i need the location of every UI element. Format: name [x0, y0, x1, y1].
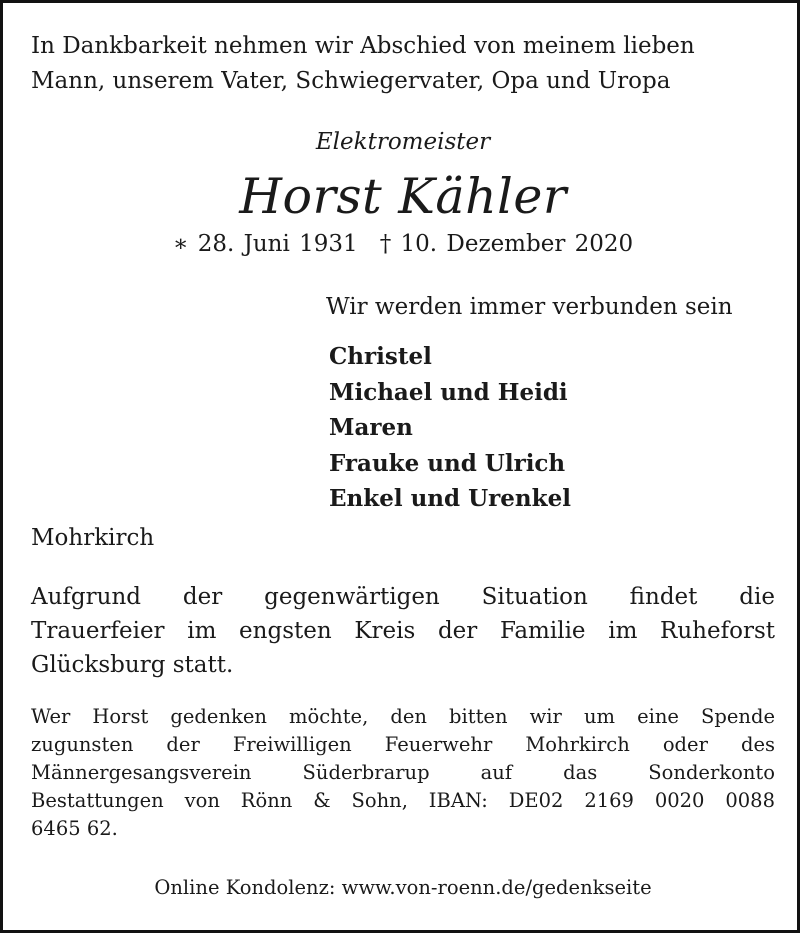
- donation-line: 6465 62.: [31, 817, 118, 840]
- donation-line: zugunsten der Freiwilligen Feuerwehr Mohrkirch oder des: [31, 733, 775, 756]
- notice-line: Glücksburg statt.: [31, 652, 234, 678]
- intro-text: [31, 29, 775, 99]
- family-member: Maren: [329, 414, 413, 441]
- donation-text: [31, 703, 775, 843]
- online-condolence: Online Kondolenz: www.von-roenn.de/gedenkseite: [154, 876, 652, 899]
- donation-line: Bestattungen von Rönn & Sohn, IBAN: DE02 2169 0020 0088: [31, 789, 775, 812]
- intro-line: In Dankbarkeit nehmen wir Abschied von meinem lieben: [31, 33, 695, 59]
- family-member: Michael und Heidi: [329, 378, 568, 406]
- notice-line: Aufgrund der gegenwärtigen Situation findet die: [31, 584, 775, 610]
- place: Mohrkirch: [31, 525, 155, 551]
- family-member: Christel: [329, 343, 432, 370]
- family-member: Frauke und Ulrich: [329, 449, 566, 477]
- deceased-name: Horst Kähler: [239, 168, 567, 225]
- birth-date: ∗ 28. Juni 1931: [172, 231, 358, 257]
- intro-line: Mann, unserem Vater, Schwiegervater, Opa und Uropa: [31, 68, 671, 94]
- donation-line: Wer Horst gedenken möchte, den bitten wir um eine Spende: [31, 705, 775, 728]
- notice-line: Trauerfeier im engsten Kreis der Familie im Ruheforst: [31, 618, 775, 644]
- motto: Wir werden immer verbunden sein: [326, 294, 733, 320]
- funeral-notice: [31, 580, 775, 682]
- family-member: Enkel und Urenkel: [329, 485, 571, 512]
- life-dates: [3, 231, 800, 257]
- family-list: [329, 339, 571, 517]
- profession: Elektromeister: [315, 129, 491, 155]
- donation-line: Männergesangsverein Süderbrarup auf das Sonderkonto: [31, 761, 775, 784]
- death-date: † 10. Dezember 2020: [379, 231, 634, 257]
